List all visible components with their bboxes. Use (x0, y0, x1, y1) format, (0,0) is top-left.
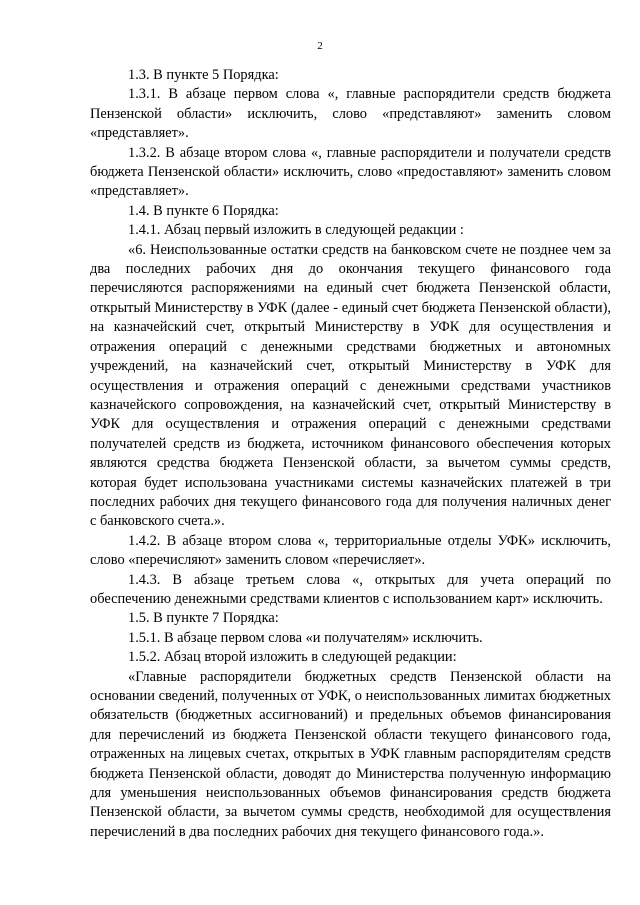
document-body (90, 66, 611, 842)
paragraph-item-1-5: 1.5. В пункте 7 Порядка: (128, 610, 279, 627)
paragraph-item-1-4: 1.4. В пункте 6 Порядка: (128, 202, 279, 219)
paragraph-item-1-5-1: 1.5.1. В абзаце первом слова «и получателям» исключить. (128, 629, 483, 646)
paragraph-item-1-3: 1.3. В пункте 5 Порядка: (128, 67, 279, 83)
paragraph-item-1-4-1: 1.4.1. Абзац первый изложить в следующей редакции : (128, 222, 464, 239)
page-number: 2 (317, 40, 323, 52)
paragraph-item-1-5-2: 1.5.2. Абзац второй изложить в следующей редакции: (128, 649, 457, 666)
paragraph-quote-item-6: «6. Неиспользованные остатки средств на банковском счете не позднее чем за два последних рабочих дня до окончания текущего финансового года перечисляются распоряжениями на единый счет бюджета Пензенской области, открытый Министерству в УФК (далее - единый счет бюджета Пензенской области), на казначейский счет, открытый Министерству в УФК для осуществления и отражения операций с денежными средствами бюджетных и автономных учреждений, на казначейский счет, открытый Министерству в УФК для осуществления и отражения операций с денежными средствами участников казначейского сопровождения, на казначейский счет, открытый Министерству в УФК для осуществления и отражения операций с денежными средствами получателей средств из бюджета, источником финансового обеспечения которых являются средства бюджета Пензенской области, за вычетом суммы средств, которая будет использована участниками системы казначейских платежей в три последних рабочих дня текущего финансового года для получения наличных денег с банковского счета.». (90, 241, 611, 530)
paragraph-item-1-3-2: 1.3.2. В абзаце втором слова «, главные распорядители и получатели средств бюджета Пензенской области» исключить, слово «предоставляют» заменить словом «представляет». (90, 144, 611, 200)
paragraph-quote-item-7: «Главные распорядители бюджетных средств Пензенской области на основании сведений, полученных от УФК, о неиспользованных лимитах бюджетных обязательств (бюджетных ассигнований) и предельных объемов финансирования для перечислений из бюджета Пензенской области текущего финансового года, отраженных на лицевых счетах, открытых в УФК главным распорядителям средств бюджета Пензенской области, доводят до Министерства полученную информацию для уменьшения неиспользованных объемов финансирования средств бюджета Пензенской области, за вычетом суммы средств, необходимой для осуществления перечислений в два последних рабочих дня текущего финансового года.». (90, 668, 611, 840)
paragraph-item-1-3-1: 1.3.1. В абзаце первом слова «, главные распорядители средств бюджета Пензенской области» исключить, слово «представляют» заменить словом «представляет». (90, 86, 611, 142)
paragraph-item-1-4-2: 1.4.2. В абзаце втором слова «, территориальные отделы УФК» исключить, слово «перечисляют» заменить словом «перечисляет». (90, 532, 611, 569)
paragraph-item-1-4-3: 1.4.3. В абзаце третьем слова «, открытых для учета операций по обеспечению денежными средствами клиентов с использованием карт» исключить. (90, 571, 611, 607)
